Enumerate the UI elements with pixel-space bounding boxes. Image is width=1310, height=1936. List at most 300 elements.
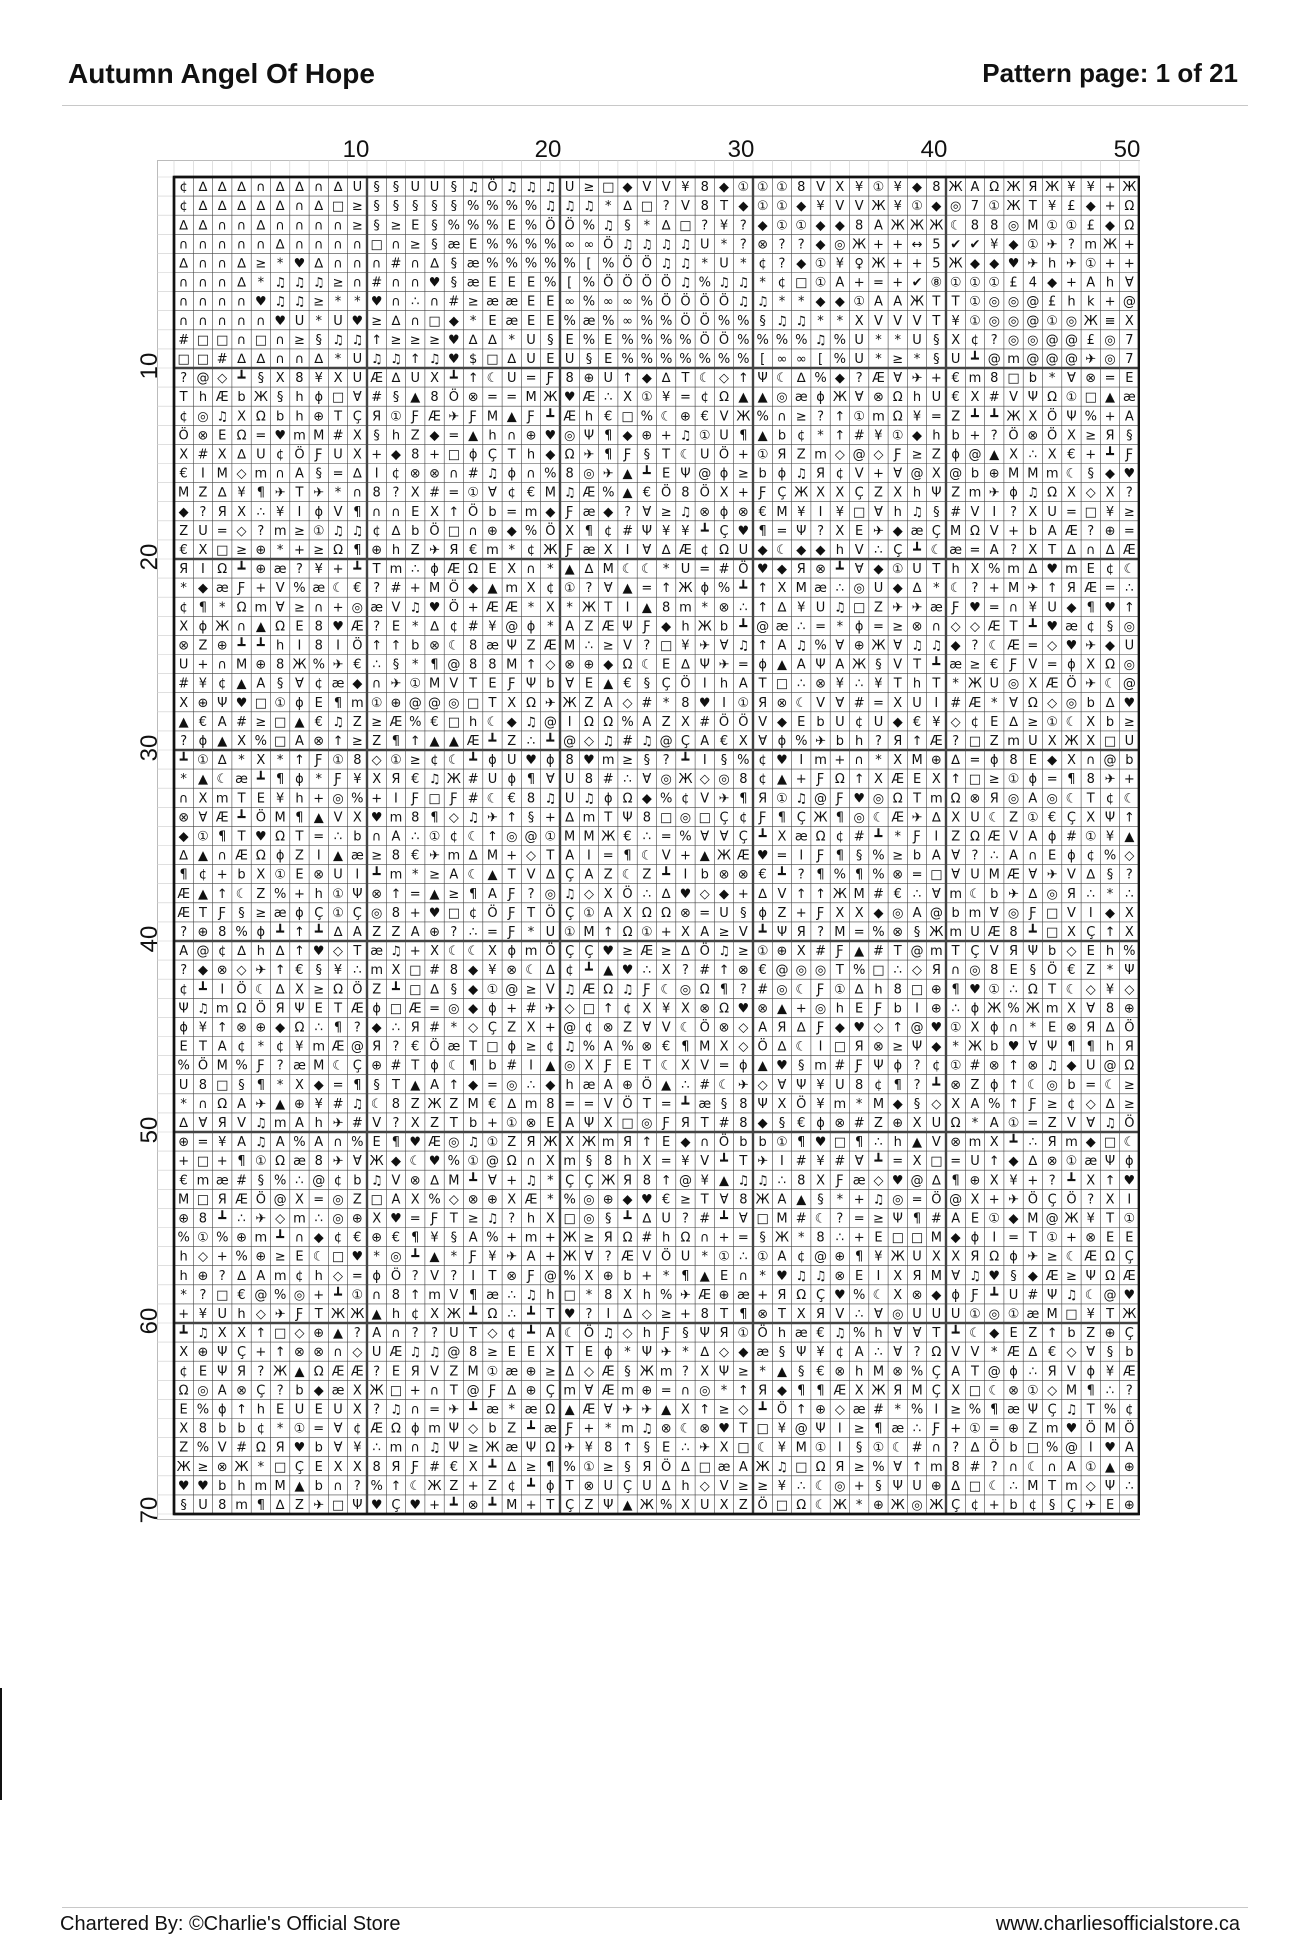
- stitch-symbol: 8: [372, 485, 381, 501]
- stitch-symbol: ∩: [198, 237, 208, 253]
- stitch-symbol: ∴: [1125, 886, 1134, 902]
- stitch-symbol: =: [699, 905, 711, 921]
- stitch-symbol: m: [621, 1421, 634, 1437]
- stitch-symbol: %: [273, 1287, 287, 1303]
- stitch-symbol: %: [370, 1478, 383, 1494]
- stitch-symbol: *: [991, 695, 998, 711]
- stitch-symbol: h: [1105, 944, 1115, 960]
- stitch-symbol: ☾: [756, 1440, 769, 1456]
- stitch-symbol: §: [1106, 867, 1114, 883]
- stitch-symbol: X: [237, 504, 247, 520]
- stitch-symbol: ♥: [351, 313, 364, 329]
- stitch-symbol: ∆: [796, 371, 806, 387]
- stitch-symbol: Ω: [796, 1287, 807, 1303]
- stitch-symbol: *: [836, 619, 844, 635]
- stitch-symbol: €: [526, 485, 536, 501]
- stitch-symbol: E: [662, 1135, 671, 1151]
- stitch-symbol: Æ: [582, 982, 596, 998]
- stitch-symbol: #: [853, 829, 865, 845]
- stitch-symbol: U: [854, 332, 864, 348]
- stitch-symbol: ◆: [931, 199, 942, 215]
- stitch-symbol: Я: [623, 1135, 633, 1151]
- stitch-symbol: ∆: [275, 237, 285, 253]
- stitch-symbol: □: [216, 1287, 229, 1303]
- stitch-symbol: ☾: [1084, 1287, 1097, 1303]
- stitch-symbol: Z: [970, 1077, 980, 1093]
- stitch-symbol: Я: [796, 925, 806, 941]
- stitch-symbol: Ψ: [603, 1498, 614, 1514]
- stitch-symbol: @: [1026, 294, 1040, 310]
- stitch-symbol: =: [448, 428, 460, 444]
- stitch-symbol: ↑: [371, 332, 383, 348]
- stitch-symbol: ∩: [198, 1096, 208, 1112]
- stitch-symbol: ¢: [179, 982, 188, 998]
- stitch-symbol: Ö: [448, 581, 459, 597]
- stitch-symbol: Ç: [854, 485, 864, 501]
- stitch-symbol: Ω: [178, 1383, 189, 1399]
- stitch-symbol: %: [872, 848, 885, 864]
- stitch-symbol: ?: [180, 371, 188, 387]
- stitch-symbol: X: [623, 390, 633, 406]
- stitch-symbol: ♫: [351, 332, 364, 348]
- stitch-symbol: I: [529, 1058, 533, 1074]
- stitch-symbol: ⊗: [506, 1268, 518, 1284]
- stitch-symbol: *: [180, 1287, 187, 1303]
- stitch-symbol: 8: [990, 371, 999, 387]
- stitch-symbol: 5: [932, 237, 941, 253]
- stitch-symbol: M: [834, 925, 846, 941]
- stitch-symbol: ☾: [1123, 1135, 1136, 1151]
- stitch-symbol: ┻: [179, 1326, 188, 1342]
- stitch-symbol: §: [315, 466, 322, 482]
- stitch-symbol: Ö: [796, 1096, 807, 1112]
- stitch-symbol: @: [466, 1383, 480, 1399]
- stitch-symbol: €: [758, 963, 767, 979]
- stitch-symbol: æ: [505, 1440, 519, 1456]
- stitch-symbol: ◆: [757, 218, 768, 234]
- stitch-symbol: Ω: [1124, 1058, 1135, 1074]
- stitch-symbol: Ψ: [815, 1421, 826, 1437]
- stitch-symbol: U: [603, 1478, 614, 1494]
- stitch-symbol: =: [1123, 523, 1135, 539]
- stitch-symbol: T: [295, 485, 304, 501]
- stitch-symbol: E: [488, 275, 497, 291]
- stitch-symbol: €: [990, 657, 999, 673]
- stitch-symbol: ∴: [874, 1345, 883, 1361]
- stitch-symbol: ?: [373, 1364, 381, 1380]
- stitch-symbol: ⊕: [718, 1287, 730, 1303]
- stitch-symbol: %: [910, 1364, 924, 1380]
- stitch-symbol: m: [968, 905, 982, 921]
- stitch-symbol: Ç: [1066, 1498, 1076, 1514]
- stitch-symbol: §: [257, 1173, 265, 1189]
- stitch-symbol: %: [216, 1230, 229, 1246]
- stitch-symbol: ϕ: [603, 1345, 613, 1361]
- stitch-symbol: □: [389, 1383, 403, 1399]
- stitch-symbol: ∩: [449, 466, 459, 482]
- stitch-symbol: ≥: [622, 753, 634, 769]
- stitch-symbol: Ж: [1045, 180, 1060, 196]
- stitch-symbol: §: [759, 313, 766, 329]
- stitch-symbol: Ö: [545, 218, 556, 234]
- stitch-symbol: ┻: [700, 523, 709, 539]
- stitch-symbol: Ö: [699, 1020, 710, 1036]
- stitch-symbol: M: [506, 1498, 518, 1514]
- stitch-symbol: æ: [736, 1287, 750, 1303]
- stitch-symbol: +: [892, 237, 904, 253]
- stitch-symbol: ¶: [855, 1249, 864, 1265]
- stitch-symbol: ¢: [391, 466, 401, 482]
- stitch-symbol: ↑: [737, 1383, 749, 1399]
- stitch-symbol: ¢: [237, 1039, 246, 1055]
- stitch-symbol: ¶: [604, 447, 613, 463]
- stitch-symbol: ∴: [855, 1307, 864, 1323]
- stitch-symbol: @: [485, 1154, 499, 1170]
- stitch-symbol: Ψ: [1047, 1287, 1058, 1303]
- stitch-symbol: X: [1086, 734, 1096, 750]
- stitch-symbol: ☾: [814, 1498, 827, 1514]
- stitch-symbol: ∞: [583, 237, 595, 253]
- stitch-symbol: ∆: [391, 313, 401, 329]
- stitch-symbol: V: [391, 1173, 401, 1189]
- stitch-symbol: ①: [911, 199, 923, 215]
- stitch-symbol: □: [1026, 1440, 1039, 1456]
- stitch-symbol: A: [1086, 275, 1096, 291]
- stitch-symbol: ▲: [699, 1268, 710, 1284]
- stitch-symbol: €: [314, 714, 323, 730]
- stitch-symbol: ∆: [565, 810, 575, 826]
- stitch-symbol: ¶: [237, 1154, 246, 1170]
- stitch-symbol: b: [411, 638, 420, 654]
- stitch-symbol: ♫: [255, 1116, 267, 1132]
- stitch-symbol: X: [603, 543, 613, 559]
- stitch-symbol: ①: [1007, 1116, 1020, 1132]
- stitch-symbol: ♫: [332, 523, 344, 539]
- stitch-symbol: ∆: [565, 1364, 575, 1380]
- stitch-symbol: ◆: [1105, 466, 1116, 482]
- stitch-symbol: □: [737, 1440, 750, 1456]
- stitch-symbol: ϕ: [603, 791, 613, 807]
- stitch-symbol: X: [835, 905, 845, 921]
- stitch-symbol: ┻: [971, 409, 979, 425]
- stitch-symbol: Ɐ: [893, 1326, 903, 1342]
- stitch-symbol: □: [1103, 734, 1117, 750]
- stitch-symbol: ¢: [276, 1039, 285, 1055]
- stitch-symbol: Z: [1047, 1116, 1057, 1132]
- stitch-symbol: m: [601, 753, 615, 769]
- stitch-symbol: Ψ: [1027, 1402, 1038, 1418]
- stitch-symbol: ≥: [1065, 1268, 1077, 1284]
- stitch-symbol: Ω: [892, 409, 903, 425]
- stitch-symbol: E: [546, 352, 555, 368]
- stitch-symbol: ¥: [777, 1478, 787, 1494]
- stitch-symbol: ↑: [853, 772, 865, 788]
- stitch-symbol: #: [622, 523, 634, 539]
- stitch-symbol: m: [1007, 734, 1020, 750]
- stitch-symbol: ∆: [1028, 562, 1038, 578]
- stitch-symbol: %: [872, 925, 885, 941]
- stitch-symbol: ϕ: [1067, 657, 1076, 673]
- stitch-symbol: b: [623, 1268, 632, 1284]
- stitch-symbol: ∩: [275, 352, 285, 368]
- stitch-symbol: ∩: [1008, 1020, 1019, 1036]
- stitch-symbol: ϕ: [1009, 485, 1018, 501]
- stitch-symbol: Ж: [1006, 180, 1021, 196]
- stitch-symbol: ☾: [332, 1058, 344, 1074]
- stitch-symbol: ☾: [486, 371, 499, 387]
- stitch-symbol: ¢: [758, 256, 767, 272]
- stitch-symbol: ∩: [313, 600, 324, 616]
- stitch-symbol: +: [409, 905, 421, 921]
- stitch-symbol: *: [527, 600, 535, 616]
- stitch-symbol: ≥: [1123, 1096, 1135, 1112]
- stitch-symbol: %: [659, 352, 673, 368]
- stitch-symbol: 8: [1105, 1001, 1115, 1017]
- stitch-symbol: b: [816, 714, 825, 730]
- stitch-symbol: M: [795, 581, 807, 597]
- stitch-symbol: Ж: [1083, 313, 1098, 329]
- stitch-symbol: X: [1009, 447, 1019, 463]
- stitch-symbol: +: [506, 1001, 518, 1017]
- stitch-symbol: X: [873, 772, 883, 788]
- stitch-symbol: ◎: [1007, 294, 1020, 310]
- stitch-symbol: ⊕: [216, 638, 228, 654]
- stitch-symbol: ◆: [622, 428, 633, 444]
- stitch-symbol: Æ: [872, 371, 885, 387]
- stitch-symbol: ▲: [738, 390, 749, 406]
- stitch-symbol: ◆: [989, 256, 1000, 272]
- stitch-symbol: ♥: [1046, 562, 1058, 578]
- stitch-symbol: Ç: [931, 1364, 941, 1380]
- stitch-symbol: æ: [756, 1345, 770, 1361]
- stitch-symbol: ↑: [390, 638, 402, 654]
- stitch-symbol: m: [930, 1459, 943, 1475]
- stitch-symbol: ◆: [1066, 600, 1077, 616]
- stitch-symbol: ∆: [237, 256, 246, 272]
- stitch-symbol: A: [217, 1039, 227, 1055]
- stitch-symbol: §: [373, 199, 380, 215]
- stitch-symbol: ∩: [1008, 1459, 1019, 1475]
- stitch-symbol: I: [934, 829, 939, 845]
- stitch-symbol: ≥: [718, 925, 730, 941]
- stitch-symbol: A: [237, 1135, 247, 1151]
- stitch-symbol: Я: [410, 1020, 420, 1036]
- stitch-symbol: ⊕: [178, 1211, 190, 1227]
- stitch-symbol: □: [640, 199, 653, 215]
- stitch-symbol: ✈: [737, 1077, 749, 1093]
- stitch-symbol: ↑: [795, 886, 807, 902]
- stitch-symbol: b: [218, 1421, 227, 1437]
- stitch-symbol: X: [352, 810, 362, 826]
- stitch-symbol: #: [429, 485, 441, 501]
- stitch-symbol: ◇: [333, 944, 344, 960]
- stitch-symbol: ①: [872, 1440, 885, 1456]
- stitch-symbol: ◆: [815, 237, 826, 253]
- stitch-symbol: ¥: [1067, 180, 1076, 196]
- stitch-symbol: ⊗: [313, 1345, 325, 1361]
- stitch-symbol: Ƒ: [488, 1383, 497, 1399]
- stitch-symbol: b: [1086, 695, 1095, 711]
- stitch-symbol: ♫: [737, 294, 750, 310]
- stitch-symbol: =: [1008, 1230, 1020, 1246]
- stitch-symbol: Ç: [314, 905, 324, 921]
- stitch-symbol: ⊕: [197, 1268, 209, 1284]
- stitch-symbol: %: [466, 218, 480, 234]
- stitch-symbol: X: [1086, 714, 1096, 730]
- stitch-symbol: ¶: [353, 504, 362, 520]
- stitch-symbol: E: [662, 1440, 671, 1456]
- stitch-symbol: M: [602, 562, 614, 578]
- stitch-symbol: ☾: [312, 1249, 325, 1265]
- stitch-symbol: Ƒ: [662, 1116, 670, 1132]
- stitch-symbol: %: [698, 275, 711, 291]
- stitch-symbol: Ж: [929, 218, 944, 234]
- stitch-symbol: ↑: [622, 371, 634, 387]
- stitch-symbol: X: [430, 504, 440, 520]
- stitch-symbol: £: [1048, 294, 1057, 310]
- stitch-symbol: =: [486, 1077, 498, 1093]
- stitch-symbol: Ω: [255, 409, 266, 425]
- stitch-symbol: ☾: [1065, 982, 1078, 998]
- stitch-symbol: ϕ: [198, 619, 208, 635]
- stitch-symbol: b: [353, 1173, 362, 1189]
- stitch-symbol: %: [582, 275, 596, 291]
- stitch-symbol: V: [700, 791, 710, 807]
- stitch-symbol: h: [488, 428, 497, 444]
- stitch-symbol: Ɐ: [198, 810, 208, 826]
- stitch-symbol: ∩: [294, 199, 305, 215]
- stitch-symbol: m: [872, 409, 885, 425]
- stitch-symbol: *: [759, 1364, 766, 1380]
- stitch-symbol: Ж: [755, 1192, 770, 1208]
- stitch-symbol: #: [390, 256, 402, 272]
- stitch-symbol: A: [275, 1135, 285, 1151]
- stitch-symbol: h: [179, 1249, 188, 1265]
- stitch-symbol: ⊕: [197, 1345, 209, 1361]
- stitch-symbol: ∴: [1028, 1364, 1037, 1380]
- stitch-symbol: æ: [273, 562, 287, 578]
- stitch-symbol: Ж: [697, 619, 712, 635]
- stitch-symbol: I: [201, 466, 205, 482]
- stitch-symbol: Ç: [584, 1173, 594, 1189]
- stitch-symbol: æ: [949, 543, 963, 559]
- stitch-symbol: ⊗: [564, 657, 576, 673]
- stitch-symbol: ♫: [505, 180, 518, 196]
- stitch-symbol: U: [835, 1077, 845, 1093]
- stitch-symbol: ✈: [564, 1440, 576, 1456]
- stitch-symbol: V: [430, 1364, 440, 1380]
- stitch-symbol: ?: [1048, 1173, 1056, 1189]
- stitch-symbol: Ω: [564, 447, 575, 463]
- stitch-symbol: €: [449, 1459, 458, 1475]
- stitch-symbol: %: [1103, 848, 1117, 864]
- stitch-symbol: Я: [796, 562, 806, 578]
- stitch-symbol: ?: [971, 581, 979, 597]
- stitch-symbol: ◆: [1027, 1268, 1038, 1284]
- stitch-symbol: %: [293, 1135, 306, 1151]
- stitch-symbol: T: [1106, 1307, 1115, 1323]
- stitch-symbol: =: [351, 1268, 363, 1284]
- stitch-symbol: X: [179, 447, 189, 463]
- stitch-symbol: ¢: [179, 1364, 188, 1380]
- stitch-symbol: §: [315, 332, 322, 348]
- stitch-symbol: T: [411, 1058, 420, 1074]
- stitch-symbol: 8: [990, 218, 999, 234]
- stitch-symbol: Ö: [931, 1192, 942, 1208]
- stitch-symbol: ◎: [1123, 657, 1136, 673]
- stitch-symbol: ∩: [217, 237, 228, 253]
- stitch-symbol: ¥: [1086, 180, 1095, 196]
- stitch-symbol: Ω: [719, 390, 730, 406]
- stitch-symbol: ♫: [544, 791, 557, 807]
- stitch-symbol: Ж: [446, 772, 461, 788]
- stitch-symbol: ♥: [602, 944, 615, 960]
- stitch-symbol: ∩: [391, 294, 401, 310]
- stitch-symbol: ↑: [1008, 1096, 1020, 1112]
- stitch-symbol: h: [912, 676, 922, 692]
- stitch-symbol: ♫: [583, 199, 595, 215]
- stitch-symbol: Æ: [621, 1249, 634, 1265]
- stitch-symbol: A: [430, 1077, 440, 1093]
- stitch-symbol: X: [951, 810, 961, 826]
- stitch-symbol: ◇: [1085, 982, 1096, 998]
- stitch-symbol: T: [642, 1058, 651, 1074]
- stitch-symbol: §: [392, 657, 400, 673]
- stitch-symbol: ✈: [1008, 886, 1020, 902]
- stitch-symbol: ∴: [642, 963, 651, 979]
- stitch-symbol: Ö: [1047, 428, 1058, 444]
- stitch-symbol: %: [621, 714, 634, 730]
- stitch-symbol: ◆: [197, 581, 208, 597]
- stitch-symbol: ϕ: [430, 562, 439, 578]
- stitch-symbol: I: [722, 695, 726, 711]
- stitch-symbol: h: [546, 1287, 555, 1303]
- stitch-symbol: ◎: [892, 1192, 904, 1208]
- stitch-symbol: ¥: [990, 237, 999, 253]
- stitch-symbol: Ω: [969, 523, 980, 539]
- stitch-symbol: Я: [680, 1116, 690, 1132]
- stitch-symbol: ¢: [700, 390, 709, 406]
- stitch-symbol: U: [699, 447, 710, 463]
- stitch-symbol: §: [431, 218, 438, 234]
- stitch-symbol: @: [1026, 313, 1040, 329]
- stitch-symbol: ¶: [353, 543, 362, 559]
- stitch-symbol: ϕ: [507, 944, 517, 960]
- stitch-symbol: Ɐ: [1028, 867, 1038, 883]
- stitch-symbol: 8: [990, 963, 999, 979]
- stitch-symbol: ↑: [757, 600, 769, 616]
- stitch-symbol: %: [737, 313, 750, 329]
- stitch-symbol: ⊗: [892, 1364, 904, 1380]
- stitch-symbol: ◇: [1047, 695, 1058, 711]
- stitch-symbol: ¥: [198, 676, 208, 692]
- stitch-symbol: ☾: [332, 581, 344, 597]
- stitch-symbol: ◎: [718, 772, 730, 788]
- stitch-symbol: ✈: [332, 657, 344, 673]
- stitch-symbol: □: [795, 275, 808, 291]
- stitch-symbol: Ж: [871, 638, 886, 654]
- stitch-symbol: V: [391, 600, 401, 616]
- stitch-symbol: *: [720, 237, 728, 253]
- stitch-symbol: ∩: [410, 256, 421, 272]
- stitch-symbol: ⊗: [1085, 1230, 1097, 1246]
- stitch-symbol: §: [431, 237, 438, 253]
- stitch-symbol: ◆: [1047, 275, 1058, 291]
- stitch-symbol: ✈: [486, 810, 498, 826]
- stitch-symbol: Ɐ: [873, 1307, 883, 1323]
- stitch-symbol: €: [488, 1096, 497, 1112]
- stitch-symbol: X: [1086, 1173, 1096, 1189]
